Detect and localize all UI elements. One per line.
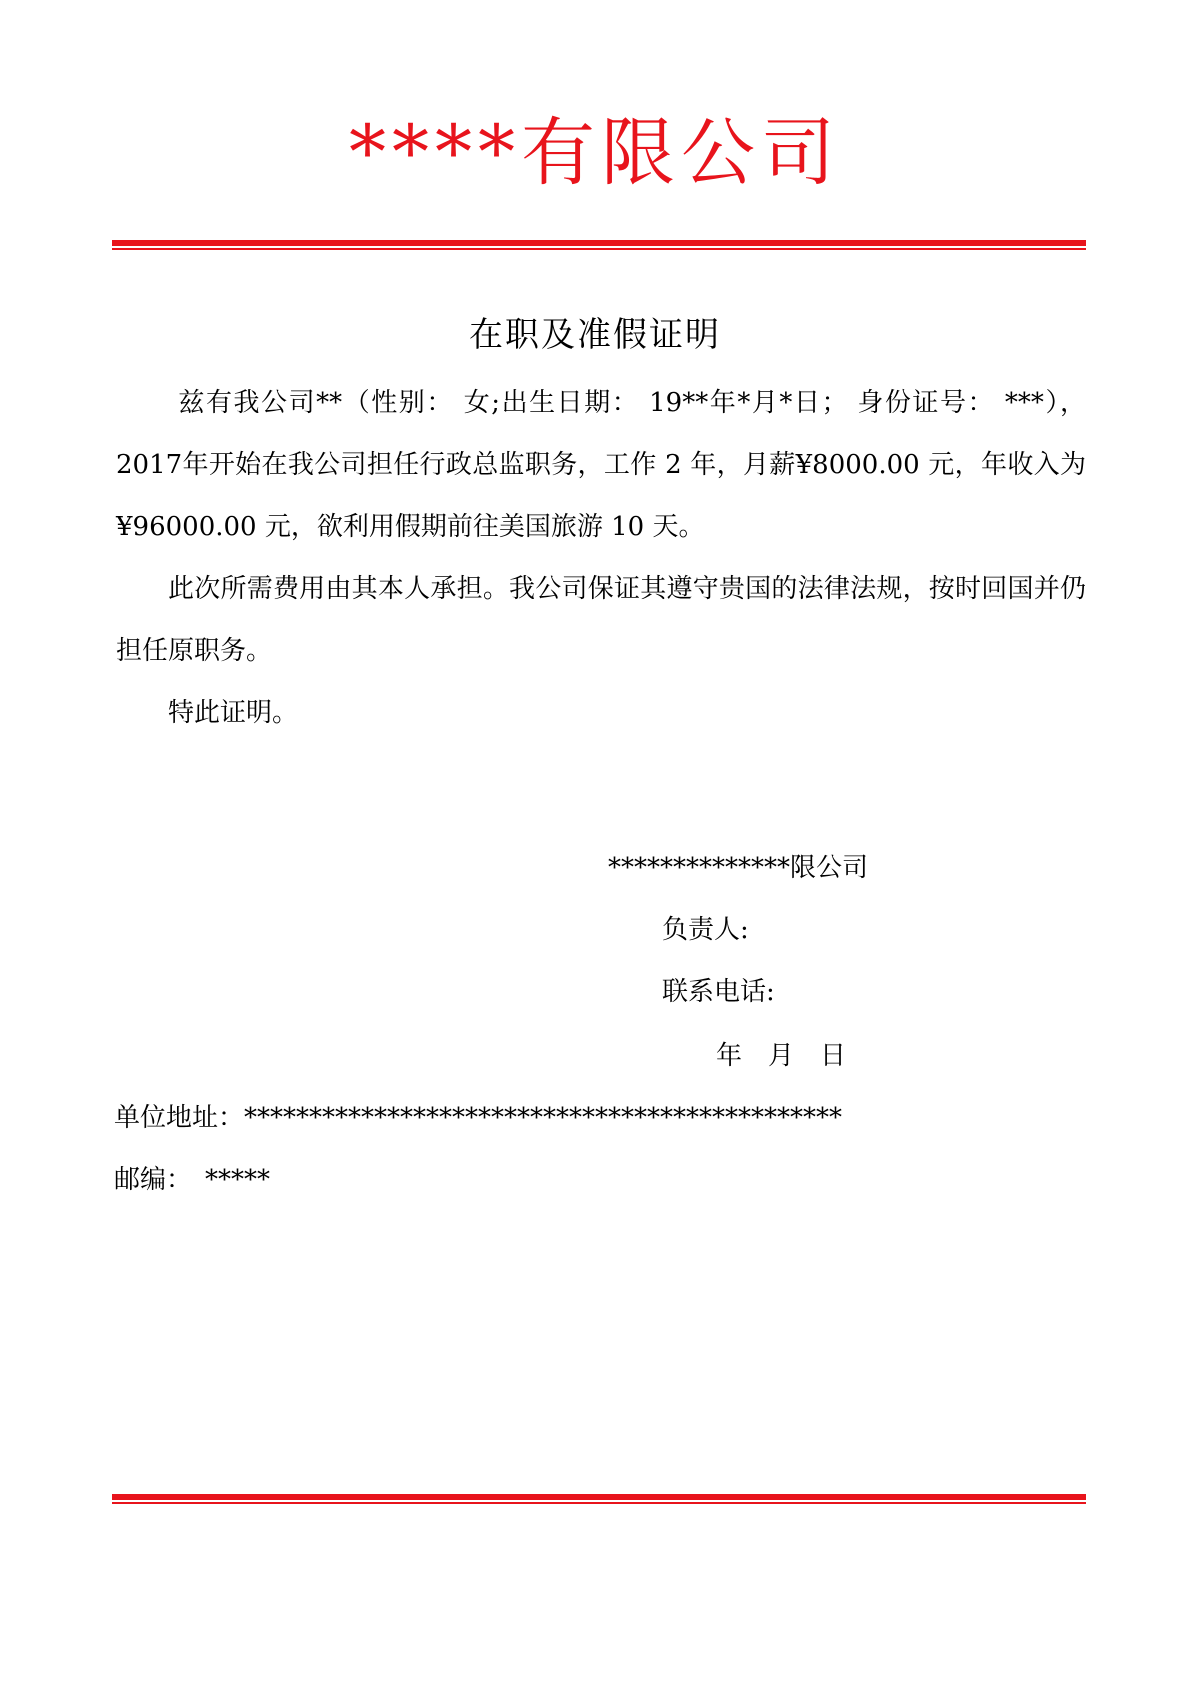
company-address: 单位地址：********************************************** — [114, 1103, 843, 1133]
top-divider-thick — [112, 240, 1086, 246]
signature-date: 年 月 日 — [716, 1041, 847, 1071]
closing-paragraph: 特此证明。 — [168, 698, 299, 728]
signature-phone: 联系电话: — [662, 977, 775, 1007]
certificate-title: 在职及准假证明 — [469, 315, 721, 355]
bottom-divider — [112, 1494, 1086, 1504]
signature-person-in-charge: 负责人: — [662, 915, 749, 945]
company-letterhead-title: ****有限公司 — [349, 110, 841, 196]
signature-company: **************限公司 — [608, 853, 869, 883]
bottom-divider-thick — [112, 1494, 1086, 1500]
certificate-body — [116, 372, 1086, 744]
top-divider-thin — [112, 248, 1086, 250]
bottom-divider-thin — [112, 1502, 1086, 1504]
guarantee-paragraph: 此次所需费用由其本人承担。我公司保证其遵守贵国的法律法规，按时回国并仍担任原职务。 — [116, 574, 1086, 666]
company-postcode: 邮编： ***** — [114, 1165, 271, 1195]
top-divider — [112, 240, 1086, 250]
employment-paragraph: 兹有我公司**（性别： 女;出生日期： 19**年*月*日； 身份证号： ***），2017年开始在我公司担任行政总监职务，工作 2 年，月薪¥8000.00 元，年收入为¥96000.00 元，欲利用假期前往美国旅游 10 天。 — [116, 388, 1086, 542]
